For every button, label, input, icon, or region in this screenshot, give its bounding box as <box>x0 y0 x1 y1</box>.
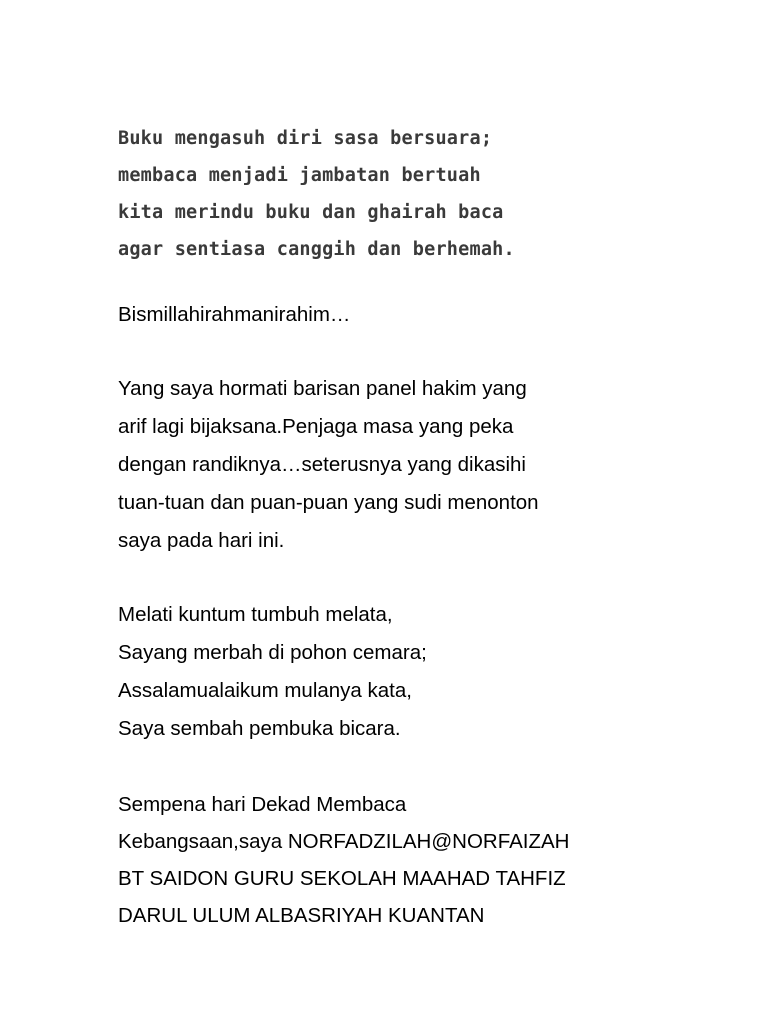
opening-pantun-line: Buku mengasuh diri sasa bersuara; <box>118 128 493 149</box>
salutation-paragraph <box>118 374 539 564</box>
pantun-line: Sayang merbah di pohon cemara; <box>118 641 427 664</box>
greeting: Bismillahirahmanirahim… <box>118 303 351 326</box>
opening-pantun-line: kita merindu buku dan ghairah baca <box>118 202 504 223</box>
paragraph-line: BT SAIDON GURU SEKOLAH MAAHAD TAHFIZ <box>118 867 566 890</box>
paragraph-line: saya pada hari ini. <box>118 529 285 552</box>
pantun-line: Assalamualaikum mulanya kata, <box>118 679 412 702</box>
introduction-paragraph <box>118 790 569 938</box>
paragraph-line: arif lagi bijaksana.Penjaga masa yang peka <box>118 415 514 438</box>
opening-pantun-line: membaca menjadi jambatan bertuah <box>118 165 481 186</box>
paragraph-line: DARUL ULUM ALBASRIYAH KUANTAN <box>118 904 485 927</box>
pantun-line: Melati kuntum tumbuh melata, <box>118 603 393 626</box>
paragraph-line: Sempena hari Dekad Membaca <box>118 793 407 816</box>
pantun-line: Saya sembah pembuka bicara. <box>118 717 401 740</box>
paragraph-line: tuan-tuan dan puan-puan yang sudi menonton <box>118 491 539 514</box>
pembuka-pantun <box>118 600 427 752</box>
paragraph-line: dengan randiknya…seterusnya yang dikasihi <box>118 453 526 476</box>
opening-pantun-line: agar sentiasa canggih dan berhemah. <box>118 239 515 260</box>
paragraph-line: Kebangsaan,saya NORFADZILAH@NORFAIZAH <box>118 830 570 853</box>
paragraph-line: Yang saya hormati barisan panel hakim yang <box>118 377 527 400</box>
opening-pantun <box>118 120 515 268</box>
